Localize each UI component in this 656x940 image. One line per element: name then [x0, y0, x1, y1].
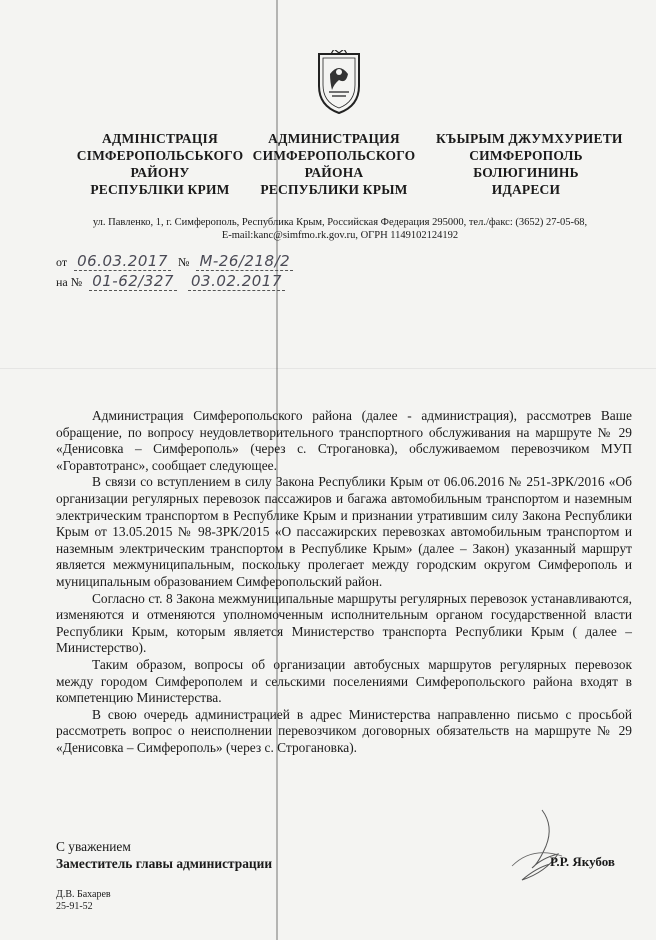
incoming-number: 01-62/327 — [89, 272, 177, 291]
paper-fold-line-horizontal — [0, 368, 656, 369]
body-paragraph: Таким образом, вопросы об организации автобусных маршрутов регулярных перевозок между городом Симферополем и сельскими поселениями Симферопольского района входят в компетенцию Министерства. — [56, 656, 632, 706]
address-line: ул. Павленко, 1, г. Симферополь, Республика Крым, Российская Федерация 295000, тел./факс: (3652) 27-05-68, — [92, 217, 588, 228]
outgoing-date: 06.03.2017 — [74, 252, 171, 271]
header-line: РАЙОНА — [304, 165, 364, 180]
reply-label: на № — [56, 275, 83, 289]
executor-block — [56, 889, 111, 913]
executor-phone: 25-91-52 — [56, 901, 93, 912]
header-russian — [244, 130, 424, 198]
header-line: СИМФЕРОПОЛЬ — [469, 148, 583, 163]
header-line: СІМФЕРОПОЛЬСЬКОГО — [76, 148, 244, 163]
header-crimean-tatar — [436, 130, 623, 198]
header-ukrainian — [70, 130, 250, 198]
coat-of-arms-emblem-icon — [314, 50, 364, 116]
header-line: ИДАРЕСИ — [491, 182, 561, 197]
number-label: № — [177, 255, 190, 269]
header-line: РАЙОНУ — [130, 165, 190, 180]
regards-text: С уважением — [56, 839, 131, 854]
letter-body — [56, 408, 632, 756]
incoming-reference — [56, 272, 289, 291]
header-line: КЪЫРЫМ ДЖУМХУРИЕТИ — [436, 131, 623, 146]
signer-position: Заместитель главы администрации — [56, 856, 273, 871]
executor-name: Д.В. Бахарев — [56, 889, 111, 900]
header-line: РЕСПУБЛІКИ КРИМ — [90, 182, 230, 197]
from-label: от — [56, 255, 68, 269]
body-paragraph: Согласно ст. 8 Закона межмуниципальные маршруты регулярных перевозок устанавливаются, изменяются и отменяются уполномоченным исполнительным органом государственной власти Республики Крым, которым является Министерство транспорта Республики Крым ( далее – Министерство). — [56, 590, 632, 656]
header-line: СИМФЕРОПОЛЬСКОГО — [252, 148, 416, 163]
body-paragraph: В свою очередь администрацией в адрес Министерства направленно письмо с просьбой рассмотреть вопрос о неисполнении перевозчиком договорных обязательств на маршруте № 29 «Денисовка – Симферополь» (через с. Строгановка). — [56, 706, 632, 755]
outgoing-number: М-26/218/2 — [196, 252, 293, 271]
closing-block — [56, 838, 272, 872]
header-line: АДМІНІСТРАЦІЯ — [102, 131, 218, 146]
outgoing-reference — [56, 252, 297, 271]
body-paragraph: В связи со вступлением в силу Закона Республики Крым от 06.06.2016 № 251-ЗРК/2016 «Об организации регулярных перевозок пассажиров и багажа автомобильным транспортом и наземным электрическим транспортом в Республике Крым и признании утратившим силу Закона Республики Крым от 13.05.2015 № 98-ЗРК/2015 «О пассажирских перевозках автомобильным транспортом и наземным электрическим транспортом в Республике Крым» (далее – Закон) указанный маршрут является межмуниципальным, поскольку пролегает между городским округом Симферополь и муниципальным образованием Симферопольский район. — [56, 474, 632, 589]
body-paragraph: Администрация Симферопольского района (далее - администрация), рассмотрев Ваше обращение, по вопросу неудовлетворительного транспортного обслуживания на маршруте № 29 «Денисовка – Симферополь» (через с. Строгановка), обслуживаемом перевозчиком МУП «Горавтотранс», сообщает следующее. — [56, 408, 632, 473]
incoming-date: 03.02.2017 — [188, 272, 285, 291]
header-line: БОЛЮГИНИНЬ — [473, 165, 579, 180]
address-block — [40, 216, 640, 242]
header-line: РЕСПУБЛИКИ КРЫМ — [260, 182, 408, 197]
handwritten-signature — [502, 806, 572, 886]
header-line: АДМИНИСТРАЦИЯ — [268, 131, 400, 146]
address-contacts-line: E-mail:kanc@simfmo.rk.gov.ru, ОГРН 1149102124192 — [221, 230, 459, 241]
signer-name: Р.Р. Якубов — [550, 854, 615, 869]
